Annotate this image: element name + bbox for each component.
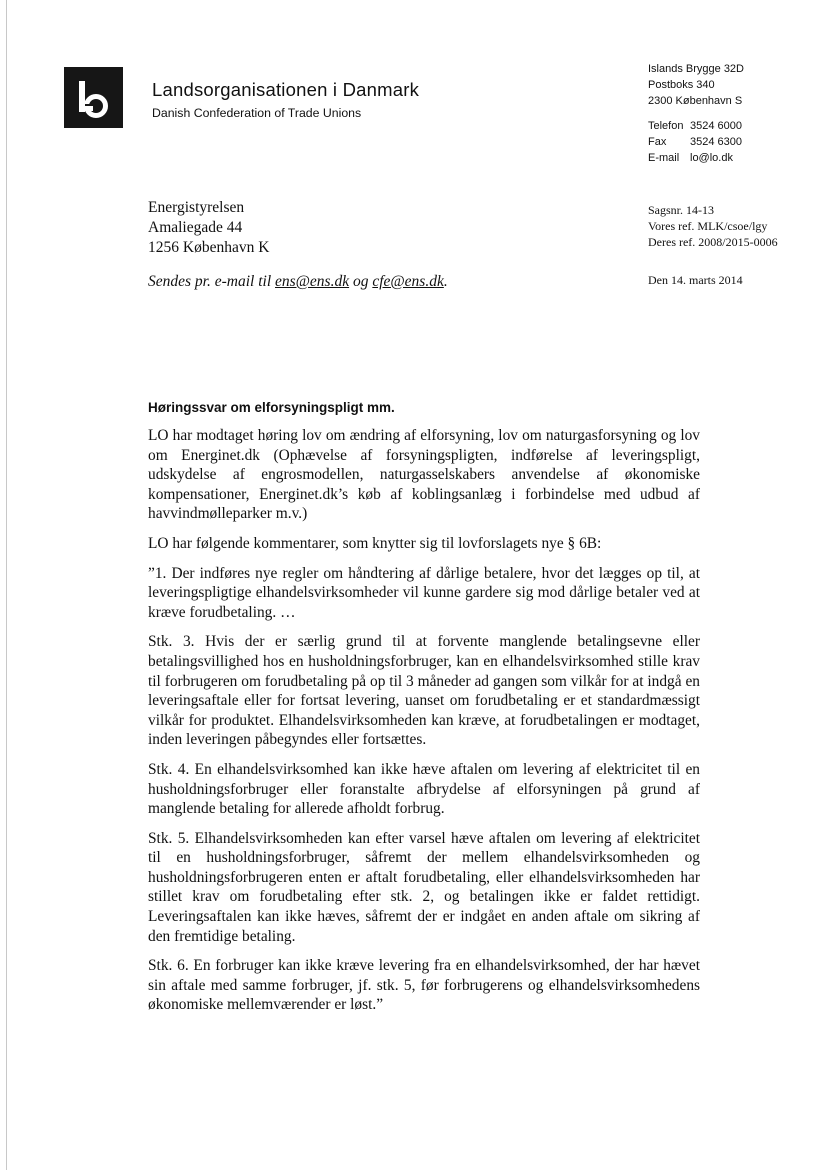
email-row xyxy=(648,150,744,166)
body-paragraph: LO har følgende kommentarer, som knytter sig til lovforslagets nye § 6B: xyxy=(148,534,602,552)
your-reference: Deres ref. 2008/2015-0006 xyxy=(648,235,778,249)
email-label: E-mail xyxy=(648,152,680,164)
case-number: Sagsnr. 14-13 xyxy=(648,203,714,217)
fax-value: 3524 6300 xyxy=(690,136,742,148)
address-line: Postboks 340 xyxy=(648,79,715,91)
send-note-joiner: og xyxy=(349,273,373,290)
letter-body xyxy=(148,426,700,1025)
org-subtitle: Danish Confederation of Trade Unions xyxy=(152,106,362,120)
org-name: Landsorganisationen i Danmark xyxy=(152,79,420,100)
body-paragraph: ”1. Der indføres nye regler om håndtering af dårlige betalere, hvor det lægges op til, at leveringspligtige elhandelsvirksomheder vil kunne gardere sig mod dårlige betaler ved at kræve forudbetaling. … xyxy=(148,564,700,621)
scan-edge-line xyxy=(6,0,7,1170)
body-paragraph: LO har modtaget høring lov om ændring af elforsyning, lov om naturgasforsyning og lov om Energinet.dk (Ophævelse af forsyningspligten, indførelse af leveringspligt, udskydelse af engrosmodellen, naturgasselskabers anvendelse af økonomiske kompensationer, Energinet.dk’s køb af koblingsanlæg i forbindelse med udbud af havvindmølleparker m.v.) xyxy=(148,427,700,523)
email-value: lo@lo.dk xyxy=(690,152,733,164)
send-note xyxy=(148,273,448,291)
send-note-suffix: . xyxy=(443,273,448,290)
recipient-address xyxy=(148,198,269,258)
email-link-ens[interactable]: ens@ens.dk xyxy=(275,273,350,290)
lo-logo xyxy=(64,67,123,128)
phone-label: Telefon xyxy=(648,120,684,132)
address-line: 2300 København S xyxy=(648,95,743,107)
recipient-line: Amaliegade 44 xyxy=(148,219,243,236)
org-block xyxy=(152,79,419,120)
email-link-cfe[interactable]: cfe@ens.dk xyxy=(372,273,444,290)
body-paragraph: Stk. 3. Hvis der er særlig grund til at forvente manglende betalingsevne eller betalingsvillighed hos en husholdningsforbruger, kan en elhandelsvirksomhed stille krav til forbrugeren om forudbetaling på op til 3 måneder ad gangen som vilkår for at indgå en leveringsaftale eller for fortsat levering, uanset om forudbetaling er et standardmæssigt vilkår for produktet. Elhandelsvirksomheden kan kræve, at forudbetalingen er modtaget, inden leveringen påbegyndes eller fortsættes. xyxy=(148,633,700,749)
fax-label: Fax xyxy=(648,136,667,148)
reference-block xyxy=(648,202,778,250)
letter-subject: Høringssvar om elforsyningspligt mm. xyxy=(148,400,395,415)
recipient-line: 1256 København K xyxy=(148,239,270,256)
phone-value: 3524 6000 xyxy=(690,120,742,132)
lo-logo-mark xyxy=(64,67,123,128)
address-line: Islands Brygge 32D xyxy=(648,63,744,75)
letter-date: Den 14. marts 2014 xyxy=(648,273,743,287)
body-paragraph: Stk. 4. En elhandelsvirksomhed kan ikke hæve aftalen om levering af elektricitet til en husholdningsforbruger eller foranstalte afbrydelse af elforsyningen på grund af manglende betaling for allerede afholdt forbrug. xyxy=(148,760,700,818)
body-paragraph: Stk. 5. Elhandelsvirksomheden kan efter varsel hæve aftalen om levering af elektricitet til en husholdningsforbruger, såfremt der mellem elhandelsvirksomheden og husholdningsforbrugeren enten er aftalt forudbetaling, eller elhandelsvirksomheden har stillet krav om forudbetaling efter stk. 2, og betalingen ikke er faldet rettidigt. Leveringsaftalen kan ikke hæves, såfremt der er indgået en anden aftale om sikring af den fremtidige betaling. xyxy=(148,829,700,945)
fax-row xyxy=(648,134,744,150)
body-paragraph: Stk. 6. En forbruger kan ikke kræve levering fra en elhandelsvirksomhed, der har hævet sin aftale med samme forbruger, jf. stk. 5, før forbrugerens og elhandelsvirksomhedens økonomiske mellemværender er løst.” xyxy=(148,957,700,1014)
recipient-line: Energistyrelsen xyxy=(148,199,245,216)
our-reference: Vores ref. MLK/csoe/lgy xyxy=(648,219,768,233)
contact-block xyxy=(648,61,744,166)
phone-row xyxy=(648,118,744,134)
send-note-prefix: Sendes pr. e-mail til xyxy=(148,273,275,290)
